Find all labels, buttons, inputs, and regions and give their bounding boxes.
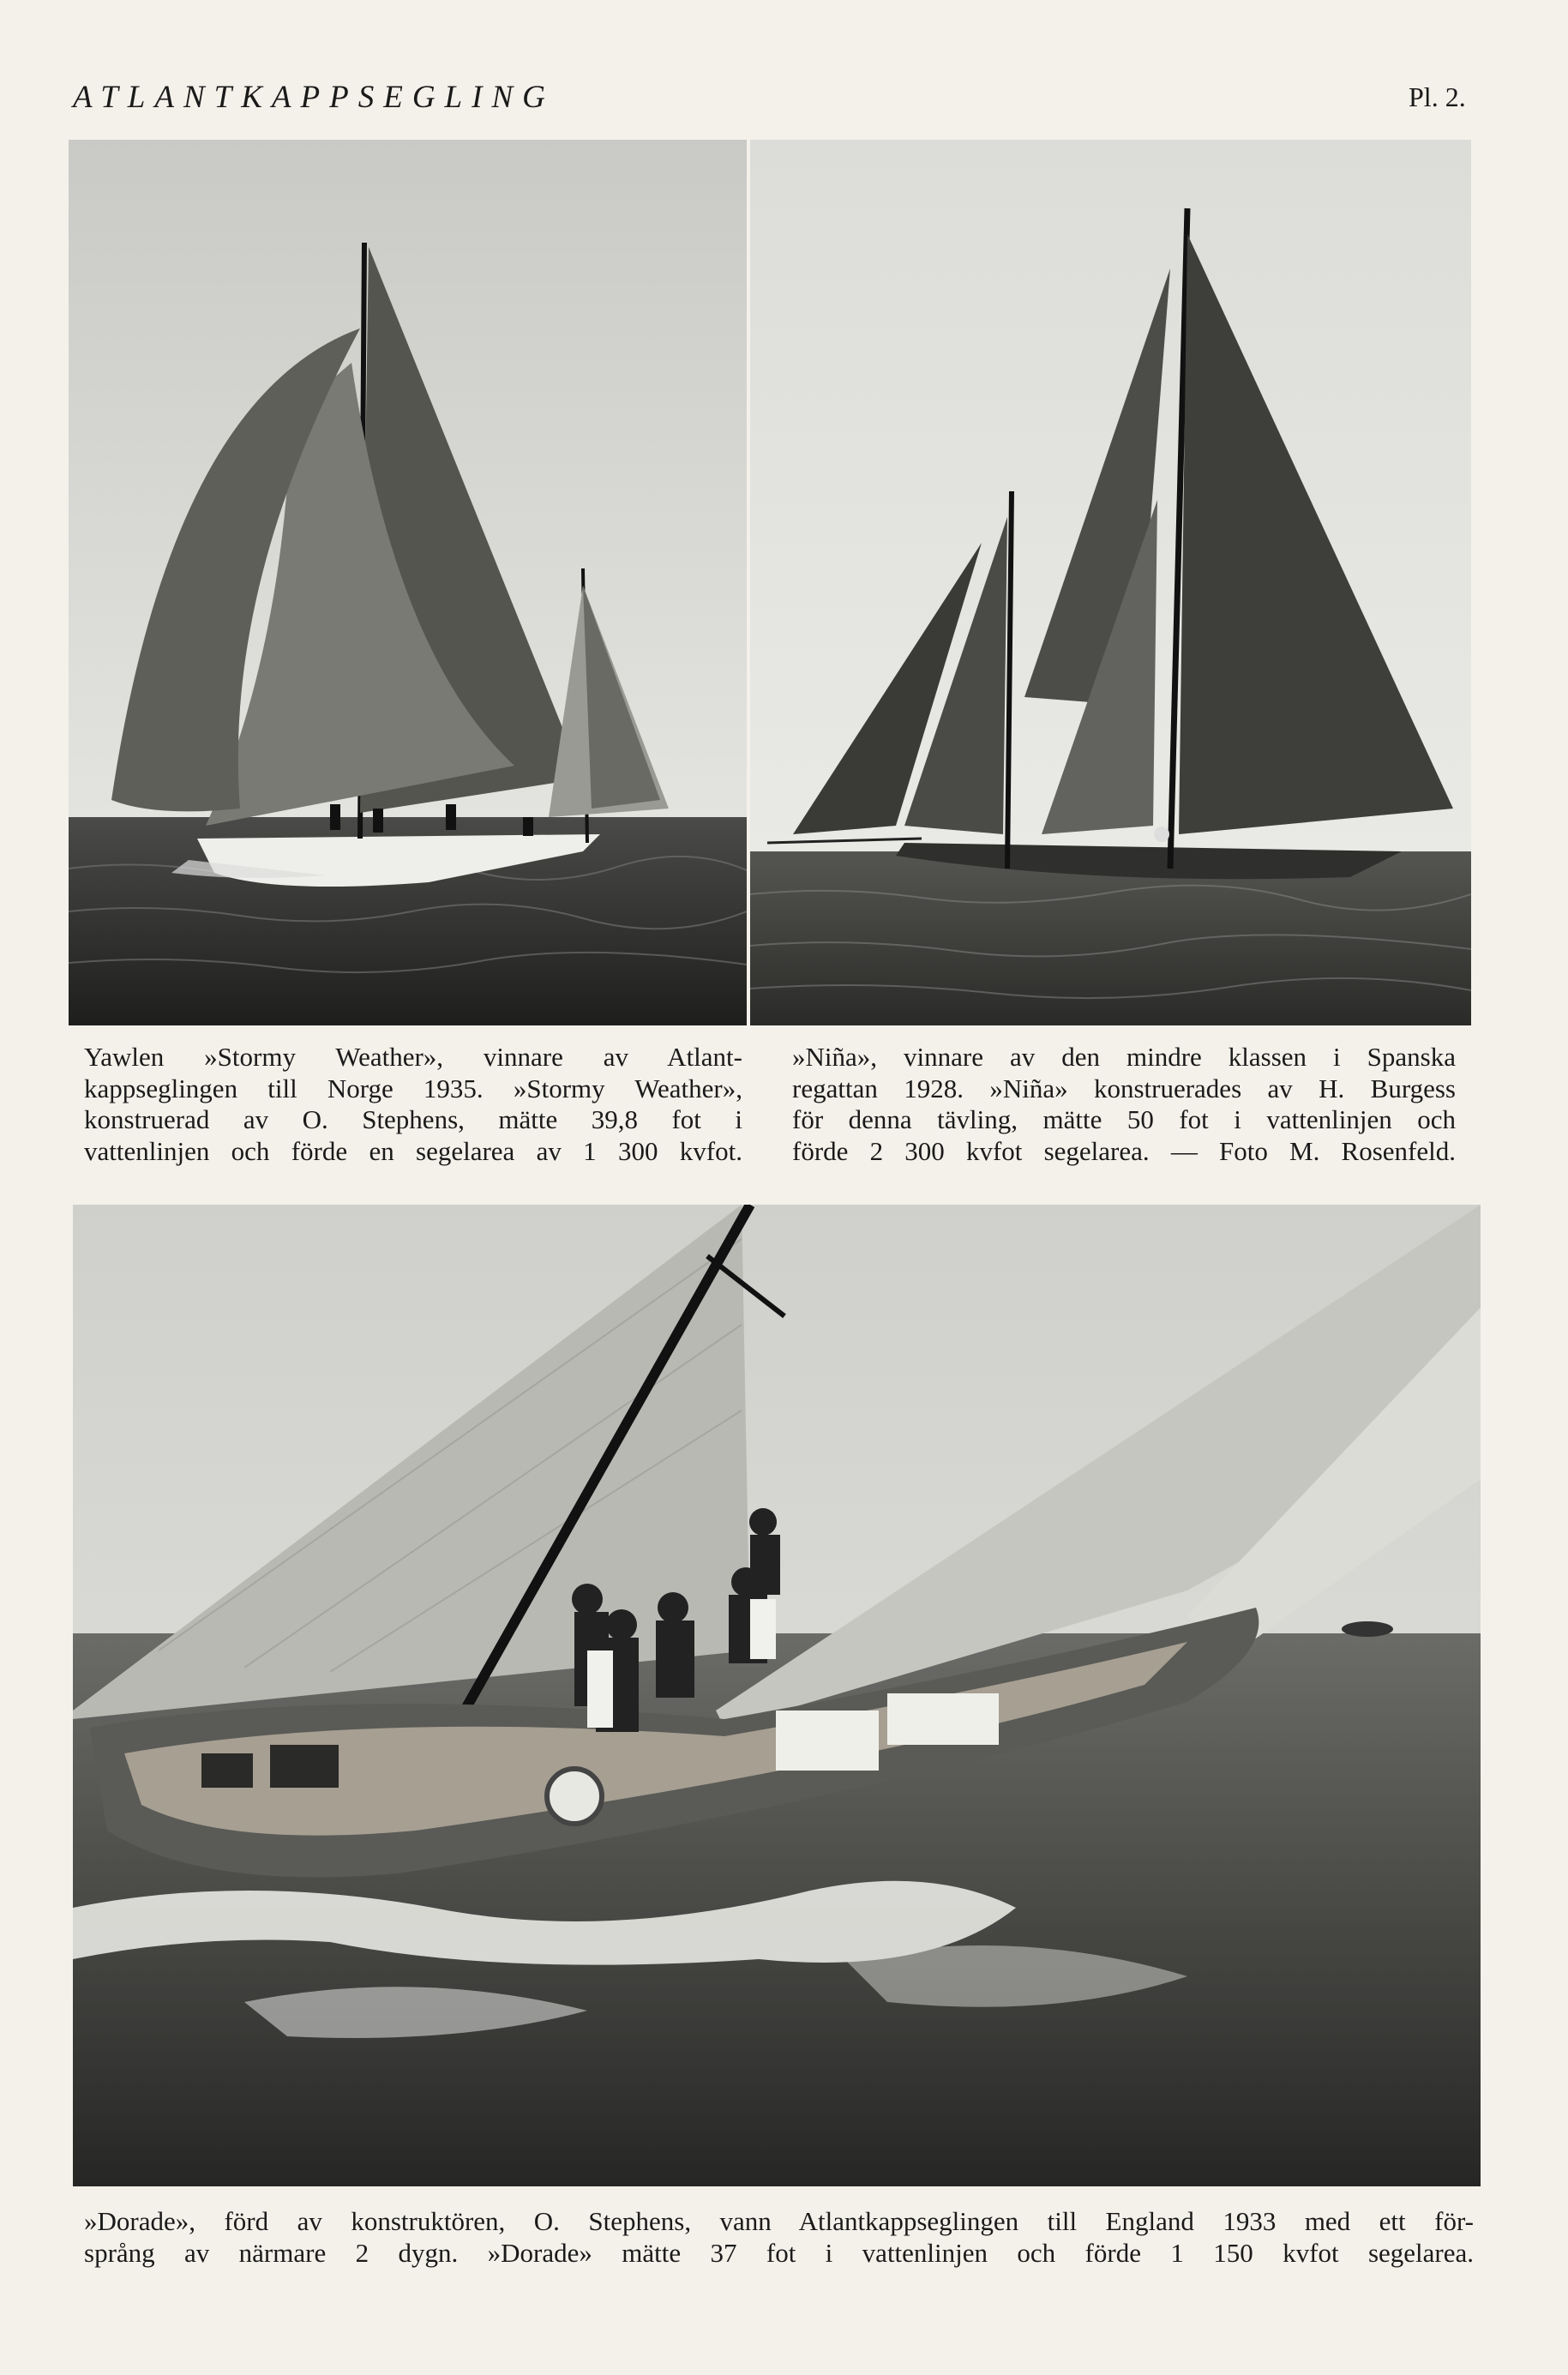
photo-stormy-weather (69, 140, 747, 1025)
caption-stormy-weather (84, 1042, 742, 1167)
caption-line: konstruerad av O. Stephens, mätte 39,8 fot i (84, 1104, 742, 1134)
caption-line: språng av närmare 2 dygn. »Dorade» mätte 37 fot i vattenlinjen och förde 1 150 kvfot segelarea. (84, 2237, 1474, 2268)
caption-nina (792, 1042, 1456, 1167)
caption-line: »Dorade», förd av konstruktören, O. Stephens, vann Atlantkappseglingen till England 1933 med ett för- (84, 2206, 1474, 2236)
caption-line: kappseglingen till Norge 1935. »Stormy Weather», (84, 1073, 742, 1103)
caption-line: Yawlen »Stormy Weather», vinnare av Atlant- (84, 1042, 742, 1072)
photo-dorade (73, 1205, 1481, 2186)
caption-line: för denna tävling, mätte 50 fot i vattenlinjen och (792, 1104, 1456, 1134)
caption-dorade (84, 2206, 1474, 2269)
caption-line: förde 2 300 kvfot segelarea. — Foto M. Rosenfeld. (792, 1135, 1456, 1166)
page-title: ATLANTKAPPSEGLING (73, 80, 555, 115)
caption-line: vattenlinjen och förde en segelarea av 1 300 kvfot. (84, 1135, 742, 1166)
caption-line: »Niña», vinnare av den mindre klassen i Spanska (792, 1042, 1456, 1072)
photo-nina (750, 140, 1471, 1025)
plate-number: Pl. 2. (1409, 81, 1466, 112)
caption-line: regattan 1928. »Niña» konstruerades av H. Burgess (792, 1073, 1456, 1103)
